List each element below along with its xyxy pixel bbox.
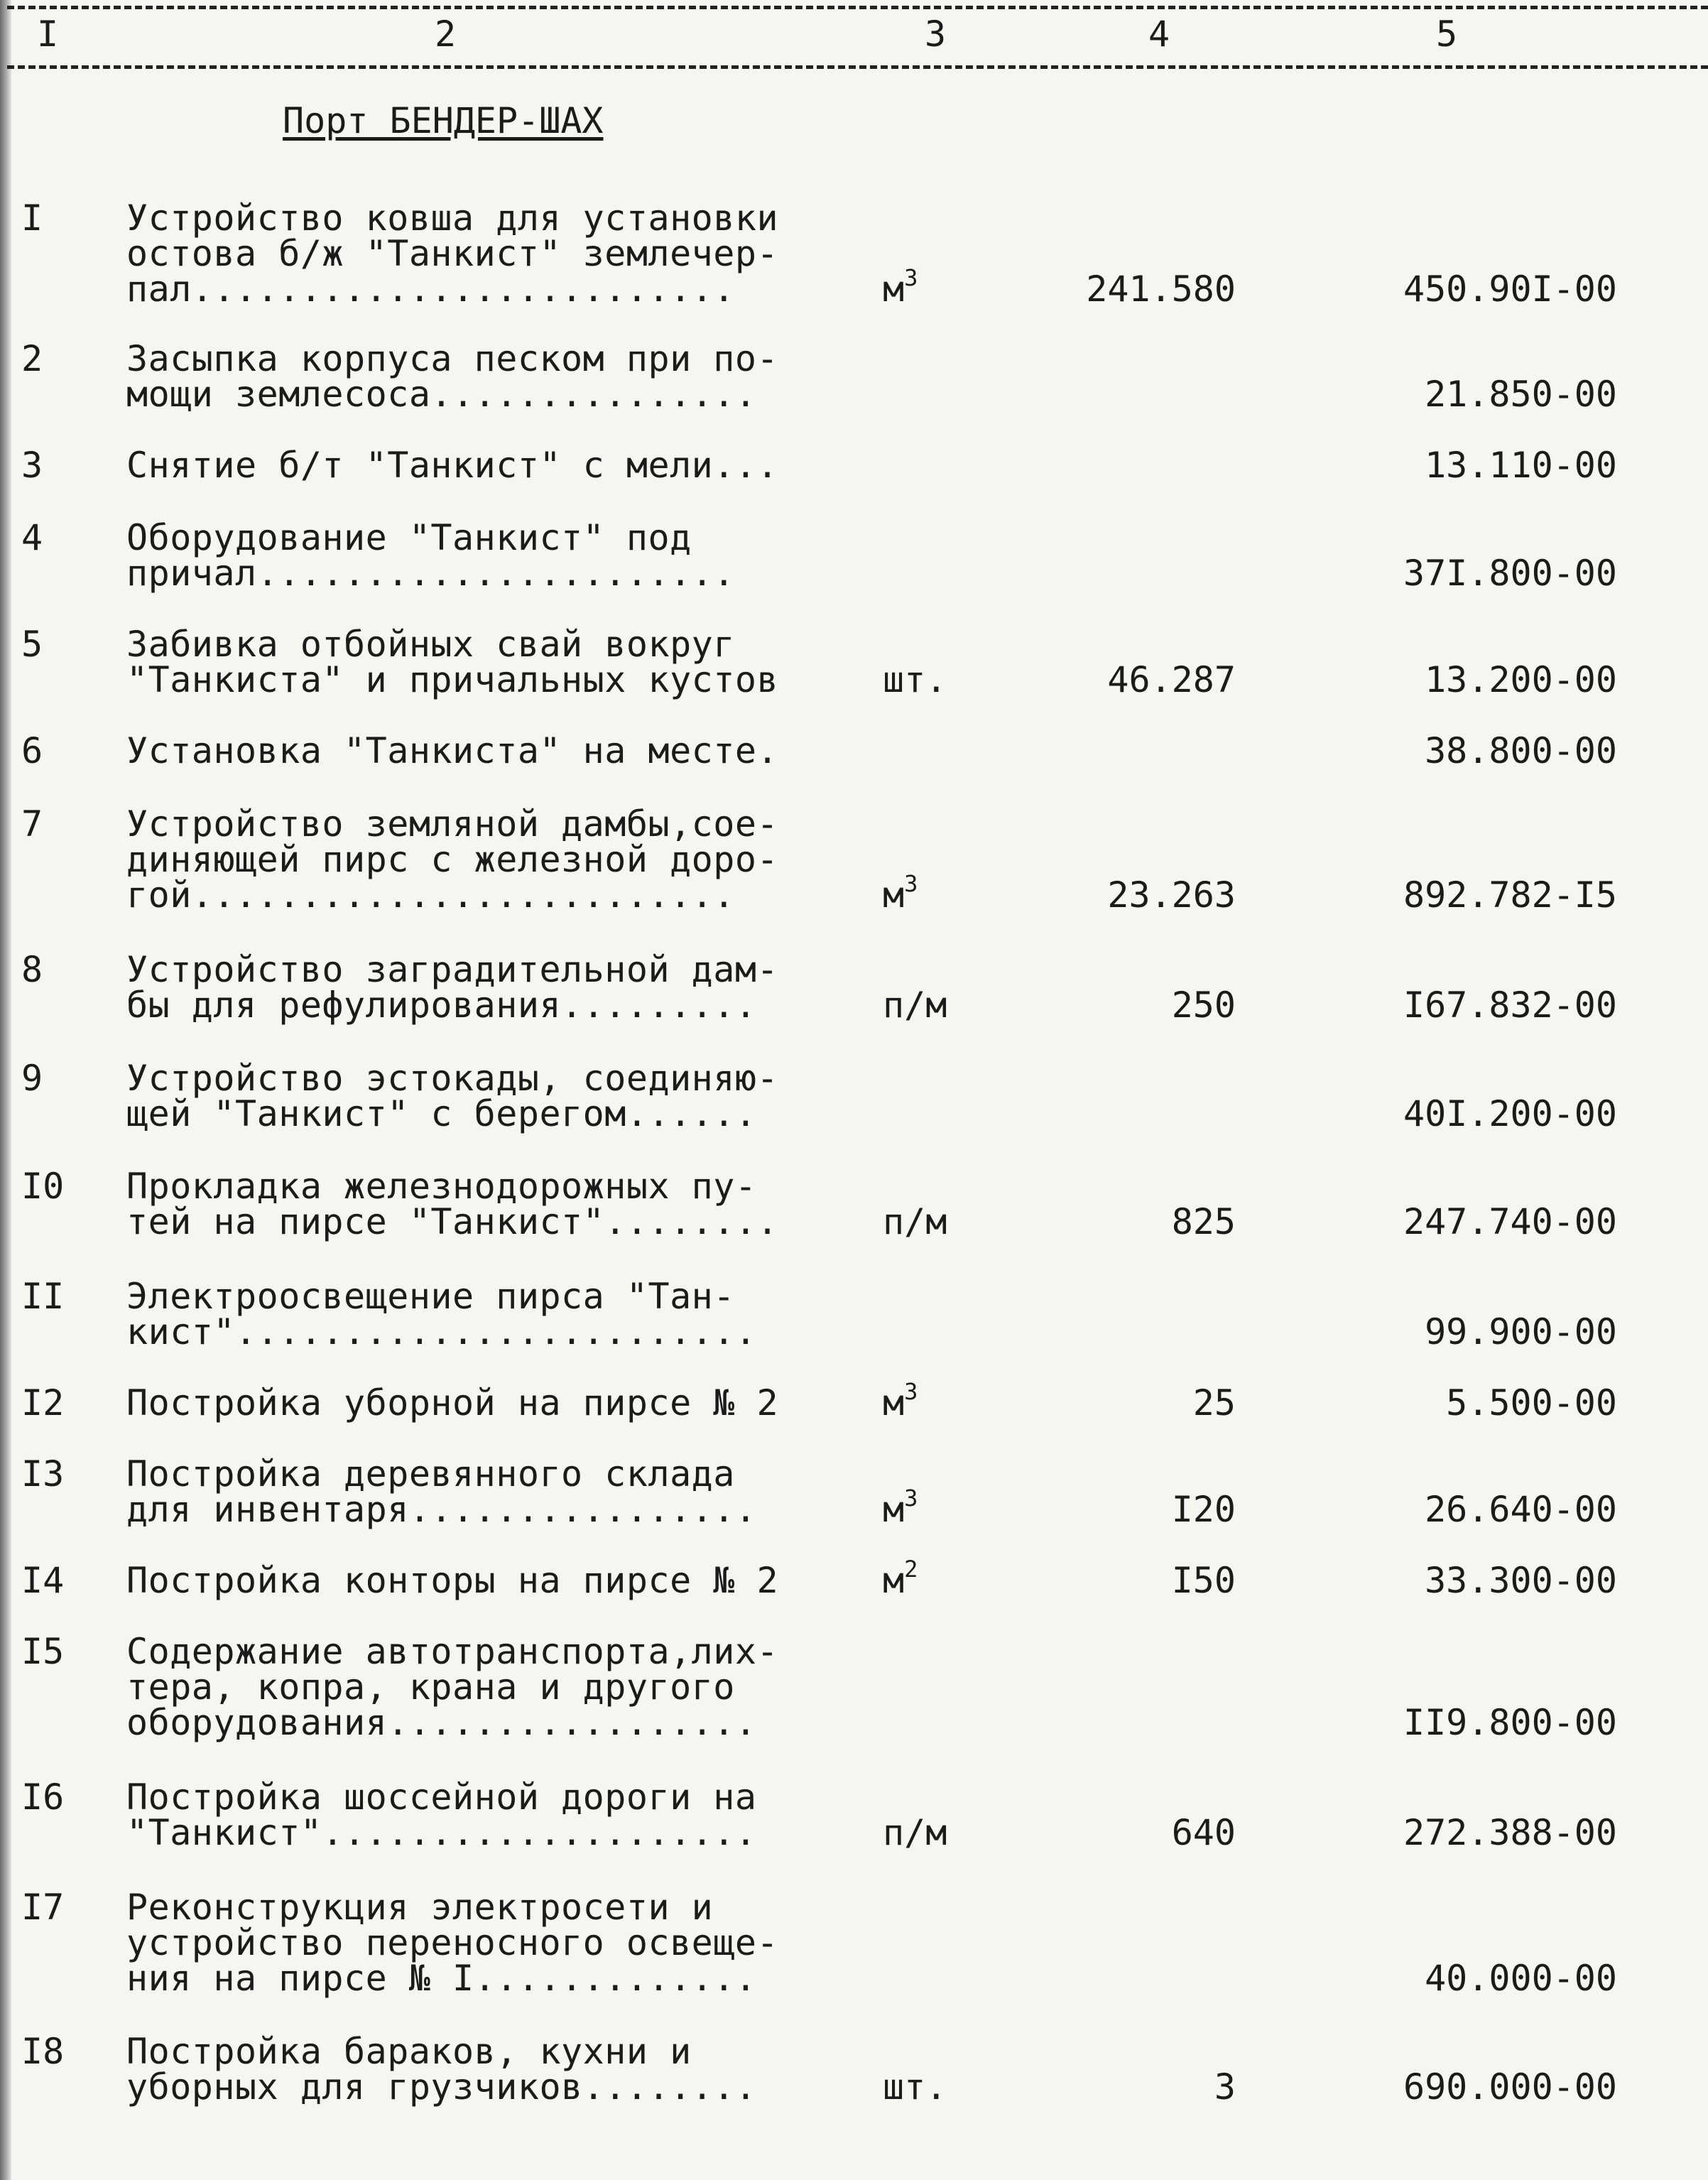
row-cost: 272.388-00 — [1403, 1812, 1617, 1853]
row-unit — [883, 1485, 982, 1530]
row-number: I5 — [21, 1631, 65, 1672]
row-unit — [883, 985, 982, 1026]
row-description: Устройство ковша для установки остова б/ж "Танкист" землечер- пал......................... — [126, 197, 779, 310]
row-cost: 21.850-00 — [1425, 374, 1617, 415]
row-unit-exponent: 2 — [904, 1556, 918, 1583]
row-number: 3 — [21, 445, 43, 486]
row-unit-exponent: 3 — [904, 870, 918, 897]
row-unit-base: м — [883, 874, 905, 916]
row-unit-base: п/м — [883, 1812, 947, 1853]
row-unit-base: м — [883, 269, 905, 310]
column-header-4: 4 — [1148, 13, 1170, 55]
row-unit — [883, 1556, 982, 1601]
row-description: Засыпка корпуса песком при по- мощи землесоса............... — [126, 338, 779, 415]
row-quantity: 3 — [1214, 2066, 1236, 2108]
row-description: Устройство эстокады, соединяю- щей "Танкист" с берегом...... — [126, 1058, 779, 1134]
row-description: Постройка уборной на пирсе № 2 — [126, 1382, 779, 1423]
row-description: Оборудование "Танкист" под причал...................... — [126, 517, 735, 594]
row-cost: 38.800-00 — [1425, 730, 1617, 771]
row-number: I8 — [21, 2031, 65, 2072]
row-number: 6 — [21, 730, 43, 771]
row-unit-base: шт. — [883, 659, 947, 700]
row-cost: 690.000-00 — [1403, 2066, 1617, 2108]
row-unit — [883, 870, 982, 916]
row-cost: 26.640-00 — [1425, 1489, 1617, 1530]
row-description: Постройка конторы на пирсе № 2 — [126, 1560, 779, 1601]
row-cost: 37I.800-00 — [1403, 553, 1617, 594]
row-unit-exponent: 3 — [904, 1378, 918, 1405]
row-description: Забивка отбойных свай вокруг "Танкиста" и причальных кустов — [126, 624, 779, 700]
row-cost: 892.782-I5 — [1403, 874, 1617, 916]
row-description: Постройка деревянного склада для инвентаря................ — [126, 1453, 757, 1530]
row-number: I3 — [21, 1453, 65, 1495]
header-bottom-rule — [7, 65, 1708, 69]
row-unit-base: м — [883, 1560, 905, 1601]
row-unit-base: м — [883, 1382, 905, 1423]
row-number: II — [21, 1276, 65, 1317]
row-cost: II9.800-00 — [1403, 1702, 1617, 1743]
row-unit-base: м — [883, 1489, 905, 1530]
page-left-edge — [0, 0, 11, 2180]
row-unit — [883, 2066, 982, 2108]
row-unit — [883, 264, 982, 310]
row-description: Постройка бараков, кухни и уборных для грузчиков........ — [126, 2031, 757, 2108]
row-cost: 40.000-00 — [1425, 1958, 1617, 1999]
row-unit — [883, 1812, 982, 1853]
column-header-3: 3 — [925, 13, 947, 55]
column-header-1: I — [37, 13, 59, 55]
row-quantity: 241.580 — [1086, 269, 1236, 310]
row-number: 2 — [21, 338, 43, 379]
section-title: Порт БЕНДЕР-ШАХ — [283, 100, 604, 141]
row-cost: 99.900-00 — [1425, 1311, 1617, 1352]
row-unit-base: п/м — [883, 985, 947, 1026]
row-description: Установка "Танкиста" на месте. — [126, 730, 779, 771]
row-unit — [883, 1201, 982, 1242]
row-unit-exponent: 3 — [904, 1485, 918, 1512]
row-quantity: 46.287 — [1107, 659, 1236, 700]
row-unit-exponent: 3 — [904, 264, 918, 291]
row-cost: 33.300-00 — [1425, 1560, 1617, 1601]
row-number: I6 — [21, 1777, 65, 1818]
row-number: 5 — [21, 624, 43, 665]
row-number: I2 — [21, 1382, 65, 1423]
row-unit-base: шт. — [883, 2066, 947, 2108]
row-cost: 40I.200-00 — [1403, 1093, 1617, 1134]
row-number: I — [21, 197, 43, 239]
row-quantity: I20 — [1171, 1489, 1236, 1530]
row-description: Прокладка железнодорожных пу- тей на пирсе "Танкист"........ — [126, 1166, 779, 1242]
row-number: 7 — [21, 803, 43, 845]
row-cost: 5.500-00 — [1446, 1382, 1617, 1423]
row-number: I4 — [21, 1560, 65, 1601]
row-number: I7 — [21, 1887, 65, 1928]
column-header-5: 5 — [1436, 13, 1458, 55]
row-number: 8 — [21, 949, 43, 990]
row-quantity: 825 — [1171, 1201, 1236, 1242]
row-quantity: I50 — [1171, 1560, 1236, 1601]
row-description: Устройство заградительной дам- бы для рефулирования......... — [126, 949, 779, 1026]
row-cost: 13.200-00 — [1425, 659, 1617, 700]
row-description: Снятие б/т "Танкист" с мели... — [126, 445, 779, 486]
row-quantity: 640 — [1171, 1812, 1236, 1853]
row-number: I0 — [21, 1166, 65, 1207]
column-header-2: 2 — [435, 13, 457, 55]
row-unit — [883, 659, 982, 700]
row-quantity: 25 — [1192, 1382, 1236, 1423]
row-cost: 450.90I-00 — [1403, 269, 1617, 310]
row-description: Устройство земляной дамбы,сое- диняющей пирс с железной доро- гой......................... — [126, 803, 779, 916]
row-quantity: 250 — [1171, 985, 1236, 1026]
row-description: Электроосвещение пирса "Тан- кист"........................ — [126, 1276, 757, 1352]
row-description: Постройка шоссейной дороги на "Танкист".................... — [126, 1777, 757, 1853]
row-description: Содержание автотранспорта,лих- тера, копра, крана и другого оборудования................. — [126, 1631, 779, 1743]
header-top-rule — [7, 6, 1708, 9]
row-unit-base: п/м — [883, 1201, 947, 1242]
row-cost: 247.740-00 — [1403, 1201, 1617, 1242]
row-cost: 13.110-00 — [1425, 445, 1617, 486]
row-cost: I67.832-00 — [1403, 985, 1617, 1026]
row-number: 4 — [21, 517, 43, 558]
row-description: Реконструкция электросети и устройство переносного освеще- ния на пирсе № I............. — [126, 1887, 779, 1999]
row-number: 9 — [21, 1058, 43, 1099]
row-unit — [883, 1378, 982, 1423]
row-quantity: 23.263 — [1107, 874, 1236, 916]
